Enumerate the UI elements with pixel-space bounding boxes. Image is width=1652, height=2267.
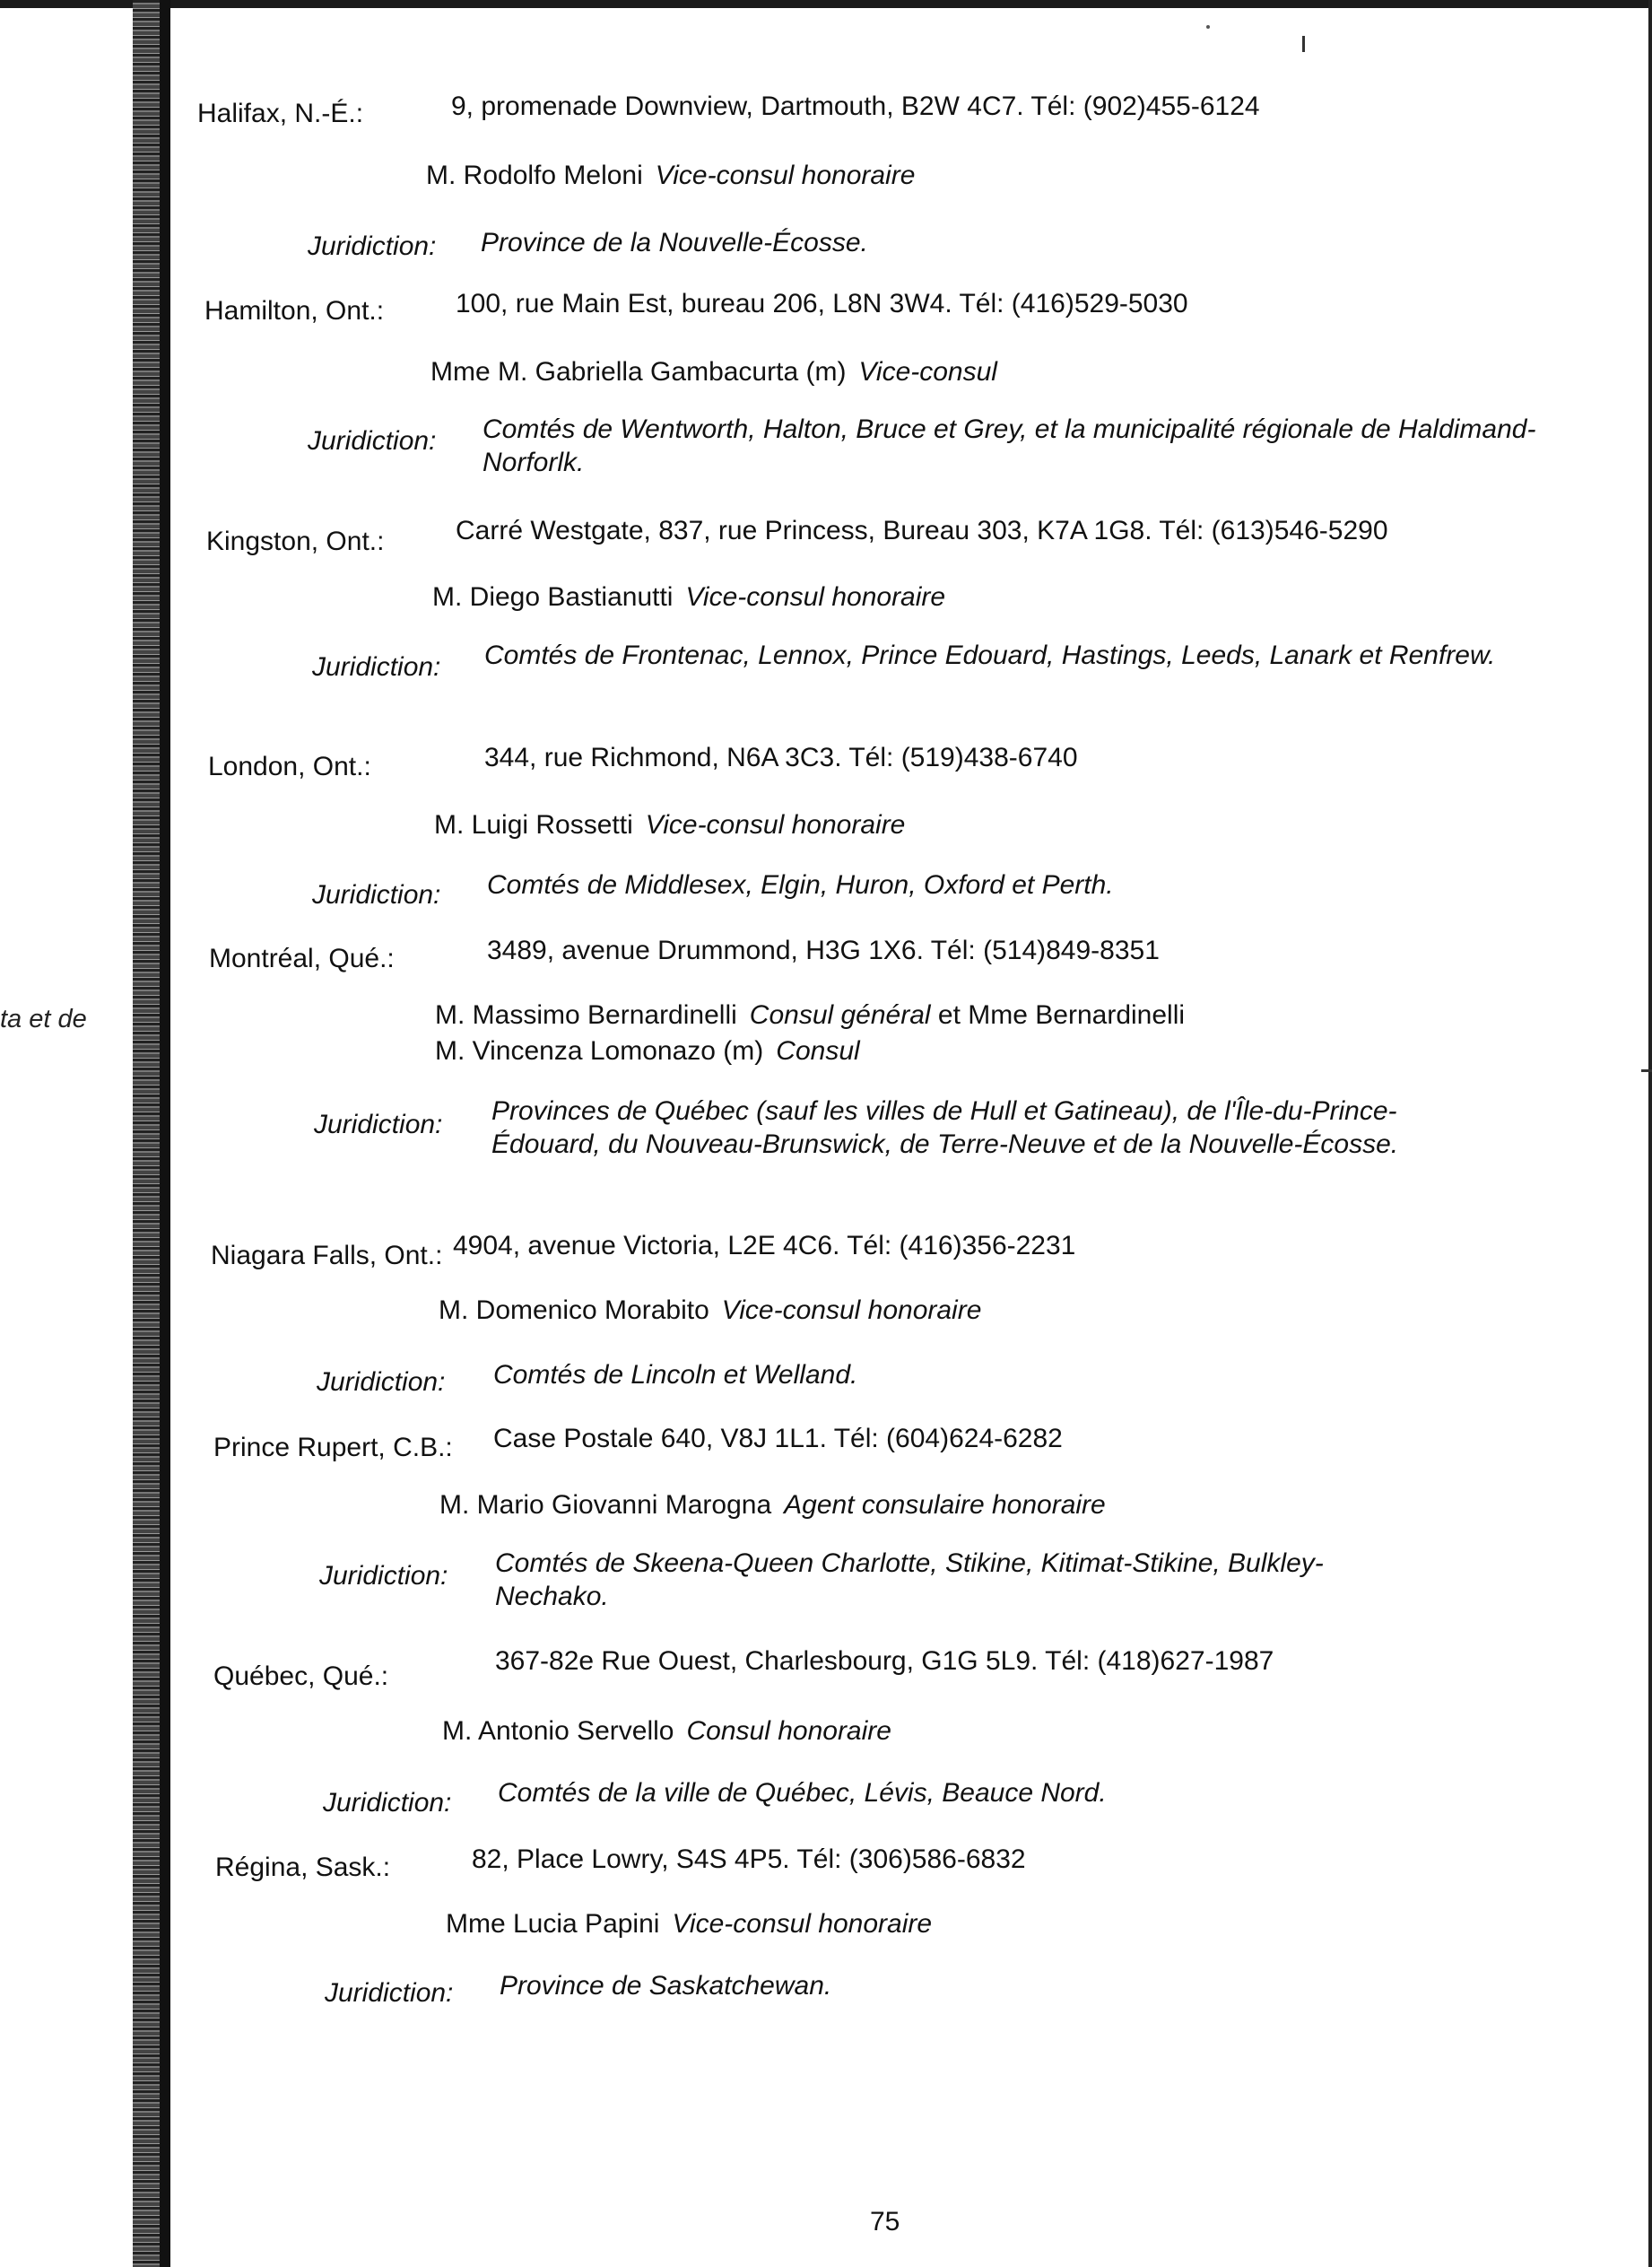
- official-suffix: et Mme Bernardinelli: [937, 1000, 1186, 1030]
- jurisdiction-label: Juridiction:: [323, 1788, 452, 1818]
- official: [426, 158, 915, 194]
- jurisdiction-label: Juridiction:: [308, 231, 437, 261]
- jurisdiction-text: Provinces de Québec (sauf les villes de Hull et Gatineau), de l'Île-du-Prince-Édouard, du Nouveau-Brunswick, de Terre-Neuve et de la Nouvelle-Écosse.: [491, 1096, 1399, 1159]
- official-title: Vice-consul honoraire: [655, 161, 916, 190]
- official: [439, 1487, 1106, 1523]
- scan-artifact-mark: [1302, 36, 1305, 52]
- official-name: M. Diego Bastianutti: [432, 582, 674, 612]
- official-title: Consul: [776, 1036, 860, 1066]
- address-line: 82, Place Lowry, S4S 4P5. Tél: (306)586-6832: [472, 1844, 1026, 1874]
- official-name: M. Domenico Morabito: [439, 1295, 709, 1325]
- official-title: Vice-consul honoraire: [672, 1909, 933, 1939]
- official-name: Mme M. Gabriella Gambacurta (m): [430, 357, 847, 387]
- official-name: M. Vincenza Lomonazo (m): [435, 1036, 764, 1066]
- city-label: Niagara Falls, Ont.:: [211, 1241, 443, 1270]
- official: [435, 998, 1185, 1033]
- jurisdiction-label: Juridiction:: [325, 1978, 454, 2008]
- jurisdiction-text: Comtés de Middlesex, Elgin, Huron, Oxford et Perth.: [487, 870, 1114, 900]
- page-binding-edge: [133, 0, 170, 2267]
- city-label: Hamilton, Ont.:: [204, 296, 385, 326]
- address-line: 9, promenade Downview, Dartmouth, B2W 4C7. Tél: (902)455-6124: [451, 92, 1260, 121]
- official-name: M. Massimo Bernardinelli: [435, 1000, 737, 1030]
- scan-artifact-dot: [1206, 25, 1210, 29]
- top-scan-border: [0, 0, 1652, 8]
- jurisdiction-label: Juridiction:: [312, 880, 441, 910]
- official: [432, 580, 945, 615]
- jurisdiction-text: Province de la Nouvelle-Écosse.: [481, 228, 868, 257]
- jurisdiction-text: Comtés de Frontenac, Lennox, Prince Edouard, Hastings, Leeds, Lanark et Renfrew.: [484, 641, 1496, 670]
- jurisdiction-text: Province de Saskatchewan.: [500, 1971, 832, 2001]
- official-title: Consul honoraire: [686, 1716, 891, 1746]
- jurisdiction-text: Comtés de Skeena-Queen Charlotte, Stikine, Kitimat-Stikine, Bulkley-Nechako.: [495, 1548, 1324, 1611]
- jurisdiction-text: Comtés de Lincoln et Welland.: [493, 1360, 858, 1390]
- official-title: Vice-consul: [858, 357, 997, 387]
- city-label: Québec, Qué.:: [213, 1661, 389, 1691]
- scan-artifact-dash: [1641, 1069, 1652, 1072]
- city-label: Halifax, N.-É.:: [197, 99, 364, 128]
- address-line: Carré Westgate, 837, rue Princess, Bureau 303, K7A 1G8. Tél: (613)546-5290: [456, 516, 1388, 545]
- city-label: Kingston, Ont.:: [206, 527, 385, 556]
- official: [446, 1906, 932, 1942]
- official-title: Vice-consul honoraire: [685, 582, 946, 612]
- official-title: Vice-consul honoraire: [645, 810, 906, 840]
- official: [434, 807, 905, 843]
- official-name: M. Antonio Servello: [442, 1716, 674, 1746]
- city-label: Montréal, Qué.:: [209, 944, 395, 973]
- jurisdiction-label: Juridiction:: [314, 1110, 443, 1139]
- official: [439, 1293, 981, 1329]
- city-label: London, Ont.:: [208, 752, 371, 781]
- official-name: M. Mario Giovanni Marogna: [439, 1490, 772, 1520]
- official-name: M. Rodolfo Meloni: [426, 161, 643, 190]
- address-line: 3489, avenue Drummond, H3G 1X6. Tél: (514)849-8351: [487, 936, 1160, 965]
- official-title: Vice-consul honoraire: [721, 1295, 982, 1325]
- official-title: Consul général: [749, 1000, 931, 1030]
- jurisdiction-text: Comtés de Wentworth, Halton, Bruce et Grey, et la municipalité régionale de Haldimand-Norforlk.: [483, 414, 1536, 477]
- official-name: Mme Lucia Papini: [446, 1909, 660, 1939]
- official-title: Agent consulaire honoraire: [784, 1490, 1106, 1520]
- address-line: Case Postale 640, V8J 1L1. Tél: (604)624-6282: [493, 1424, 1063, 1453]
- page-number: 75: [870, 2207, 900, 2236]
- address-line: 4904, avenue Victoria, L2E 4C6. Tél: (416)356-2231: [453, 1231, 1076, 1260]
- official-name: M. Luigi Rossetti: [434, 810, 633, 840]
- margin-fragment: ta et de: [0, 1005, 87, 1033]
- address-line: 100, rue Main Est, bureau 206, L8N 3W4. Tél: (416)529-5030: [456, 289, 1188, 318]
- right-scan-border: [1648, 0, 1652, 2267]
- official: [430, 354, 997, 390]
- official: [435, 1033, 860, 1069]
- city-label: Prince Rupert, C.B.:: [213, 1433, 453, 1462]
- jurisdiction-label: Juridiction:: [312, 652, 441, 682]
- address-line: 344, rue Richmond, N6A 3C3. Tél: (519)438-6740: [484, 743, 1078, 772]
- official: [442, 1713, 891, 1749]
- jurisdiction-text: Comtés de la ville de Québec, Lévis, Beauce Nord.: [498, 1778, 1107, 1808]
- address-line: 367-82e Rue Ouest, Charlesbourg, G1G 5L9. Tél: (418)627-1987: [495, 1646, 1274, 1676]
- jurisdiction-label: Juridiction:: [319, 1561, 448, 1591]
- jurisdiction-label: Juridiction:: [308, 426, 437, 456]
- city-label: Régina, Sask.:: [215, 1853, 391, 1882]
- jurisdiction-label: Juridiction:: [317, 1367, 446, 1397]
